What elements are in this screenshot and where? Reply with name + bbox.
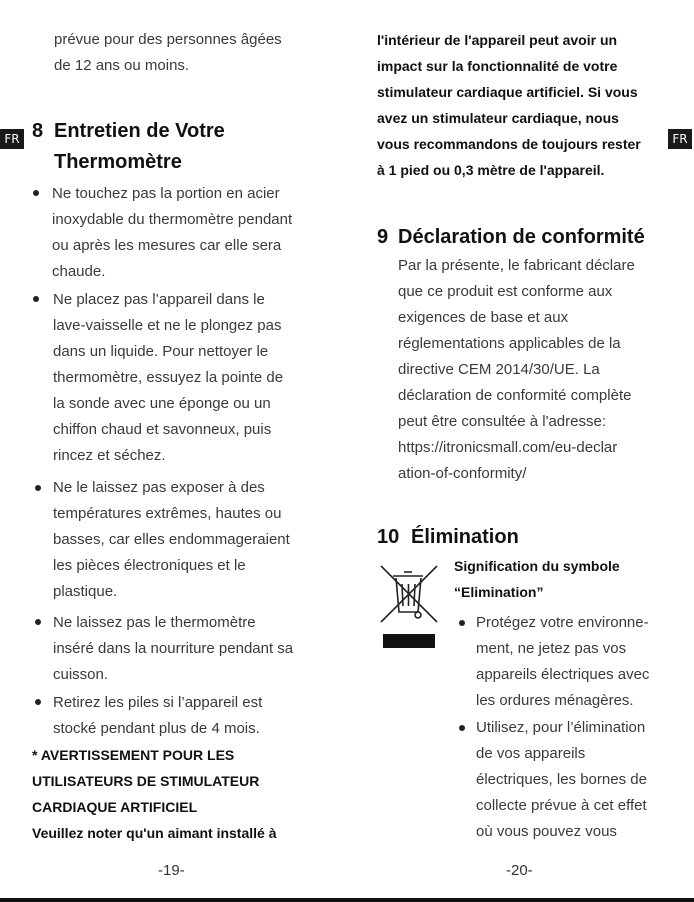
crossed-out-wheelie-bin-icon [377,562,443,650]
bullet-item: Retirez les piles si l’appareil est stocké pendant plus de 4 mois. [53,694,263,737]
bullet-dot [35,485,41,491]
bullet-item: Utilisez, pour l’élimination de vos appareils électriques, les bornes de collecte prévue à cet effet où vous pouvez vous [476,719,647,840]
bullet-dot [33,296,39,302]
section-10-title: Élimination [411,526,519,548]
bullet-item: Protégez votre environne- ment, ne jetez pas vos appareils électriques avec les ordures ménagères. [476,614,650,709]
page-number: -20- [506,862,533,879]
bullet-item: Ne placez pas l’appareil dans le lave-vaisselle et ne le plongez pas dans un liquide. Pour nettoyer le thermomètre, essuyez la pointe de la sonde avec une éponge ou un chiffon chaud et savonneux, puis rincez et séchez. [53,291,284,464]
pacemaker-warning: * AVERTISSEMENT POUR LES UTILISATEURS DE STIMULATEUR CARDIAQUE ARTIFICIEL Veuillez noter qu'un aimant installé à [32,747,277,841]
bullet-item: Ne laissez pas le thermomètre inséré dans la nourriture pendant sa cuisson. [53,614,294,683]
bullet-dot [35,619,41,625]
bullet-dot [35,699,41,705]
intro-text: prévue pour des personnes âgées de 12 ans ou moins. [54,31,282,74]
section-9-number: 9 [377,226,389,248]
language-tab: FR [0,129,24,149]
bullet-item: Ne le laissez pas exposer à des températures extrêmes, hautes ou basses, car elles endommageraient les pièces électroniques et le plastique. [53,479,290,600]
pacemaker-warning-continued: l'intérieur de l'appareil peut avoir un impact sur la fonctionnalité de votre stimulateur cardiaque artificiel. Si vous avez un stimulateur cardiaque, nous vous recommandons de toujours rester à 1 pied ou 0,3 mètre de l'appareil. [377,32,641,178]
section-9-title: Déclaration de conformité [398,226,645,248]
bullet-dot [459,725,465,731]
right-page [347,0,694,902]
section-8-number: 8 [32,120,44,142]
bullet-item: Ne touchez pas la portion en acier inoxydable du thermomètre pendant ou après les mesures car elle sera chaude. [52,185,293,280]
bottom-border [0,898,694,902]
bullet-dot [33,190,39,196]
language-tab: FR [668,129,692,149]
section-9-text: Par la présente, le fabricant déclare que ce produit est conforme aux exigences de base et aux réglementations applicables de la directive CEM 2014/30/UE. La déclaration de conformité complète peut être consultée à l'adresse: https://itronicsmall.com/eu-declar ation-of-conformity/ [398,257,635,482]
section-10-number: 10 [377,526,400,548]
section-8-title: Entretien de Votre Thermomètre [54,120,225,173]
bullet-dot [459,620,465,626]
page-number: -19- [158,862,185,879]
disposal-symbol-subtitle: Signification du symbole “Elimination” [454,558,620,600]
